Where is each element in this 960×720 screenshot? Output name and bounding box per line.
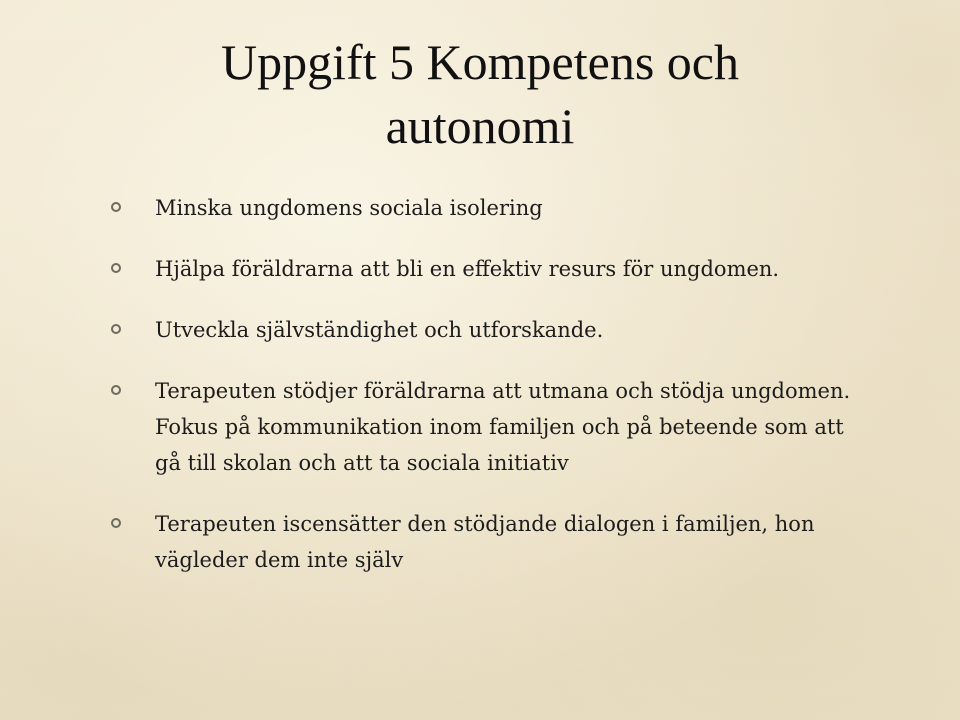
- bullet-item: [155, 312, 875, 348]
- hollow-circle-bullet-icon: [111, 324, 121, 334]
- bullet-text: Terapeuten iscensätter den stödjande dialogen i familjen, hon vägleder dem inte själv: [155, 512, 815, 572]
- bullet-text: Utveckla självständighet och utforskande.: [155, 318, 604, 342]
- bullet-text: Minska ungdomens sociala isolering: [155, 196, 543, 220]
- hollow-circle-bullet-icon: [111, 518, 121, 528]
- bullet-item: [155, 373, 875, 481]
- bullet-item: [155, 506, 875, 578]
- bullet-text: Terapeuten stödjer föräldrarna att utmana och stödja ungdomen. Fokus på kommunikation inom familjen och på beteende som att gå till skolan och att ta sociala initiativ: [155, 379, 851, 475]
- bullet-text: Hjälpa föräldrarna att bli en effektiv resurs för ungdomen.: [155, 257, 780, 281]
- hollow-circle-bullet-icon: [111, 263, 121, 273]
- hollow-circle-bullet-icon: [111, 202, 121, 212]
- bullet-item: [155, 190, 875, 226]
- slide-title: Uppgift 5 Kompetens och autonomi: [221, 34, 739, 154]
- hollow-circle-bullet-icon: [111, 385, 121, 395]
- bullet-item: [155, 251, 875, 287]
